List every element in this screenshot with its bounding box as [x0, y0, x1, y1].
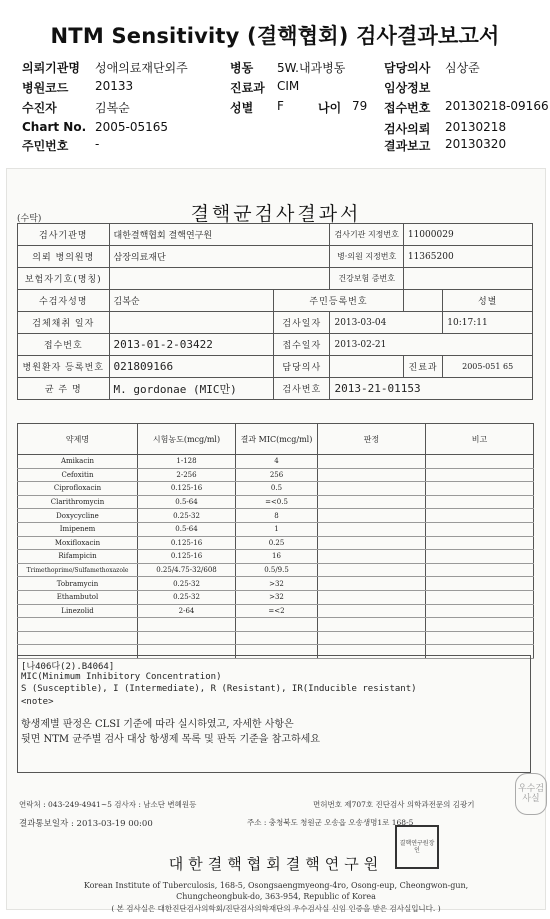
info-label: 의뢰 병의원명 — [18, 246, 110, 268]
mic-row — [18, 563, 534, 577]
value-doctor: 심상준 — [445, 61, 480, 75]
drug-name: Clarithromycin — [18, 495, 138, 509]
empty-cell — [236, 618, 318, 632]
empty-cell — [318, 618, 426, 632]
judgement — [318, 468, 426, 482]
mic-row — [18, 495, 534, 509]
info-value: 2013-03-04 — [330, 312, 443, 334]
info-value — [403, 290, 442, 312]
form-number: (수탁) — [17, 214, 42, 224]
mic-row — [18, 604, 534, 618]
label-dept: 진료과 — [230, 81, 265, 95]
info-value: 대한결핵협회 결핵연구원 — [109, 224, 330, 246]
footer-contact: 연락처 : 043-249-4941~5 검사자 : 남소단 변혜원등 — [19, 800, 197, 809]
mic-row — [18, 468, 534, 482]
remark — [426, 495, 534, 509]
drug-name: Amikacin — [18, 455, 138, 469]
info-label: 주민등록번호 — [274, 290, 404, 312]
info-label: 검사기관명 — [18, 224, 110, 246]
info-label: 검사번호 — [274, 378, 330, 400]
remark — [426, 536, 534, 550]
drug-name: Tobramycin — [18, 577, 138, 591]
info-label: 검체채취 일자 — [18, 312, 110, 334]
official-seal: 결핵연구원장인 — [395, 825, 439, 869]
value-chart-no: 2005-05165 — [95, 120, 169, 134]
test-range: 1-128 — [138, 455, 236, 469]
mic-row — [18, 550, 534, 564]
mic-row — [18, 509, 534, 523]
info-value: 삼장의료재단 — [109, 246, 330, 268]
label-receipt-no: 접수번호 — [384, 101, 431, 115]
test-range: 2-64 — [138, 604, 236, 618]
remark — [426, 455, 534, 469]
label-report-date: 결과보고 — [384, 139, 431, 153]
label-doctor: 담당의사 — [384, 61, 431, 75]
drug-name: Doxycycline — [18, 509, 138, 523]
info-value: M. gordonae (MIC만) — [109, 378, 274, 400]
mic-row — [18, 590, 534, 604]
scan-title: 결핵균검사결과서 — [190, 203, 362, 225]
test-range: 0.5-64 — [138, 495, 236, 509]
drug-name: Moxifloxacin — [18, 536, 138, 550]
test-range: 2-256 — [138, 468, 236, 482]
mic-row — [18, 455, 534, 469]
scanned-report — [6, 168, 546, 913]
value-dept: CIM — [277, 79, 300, 93]
remark — [426, 482, 534, 496]
judgement — [318, 563, 426, 577]
empty-cell — [318, 631, 426, 645]
drug-name: Linezolid — [18, 604, 138, 618]
test-range: 0.125-16 — [138, 482, 236, 496]
mic-row-empty — [18, 631, 534, 645]
info-value — [403, 268, 532, 290]
info-value: 11000029 — [403, 224, 532, 246]
mic-results-table — [17, 423, 534, 659]
label-sex: 성별 — [230, 101, 254, 115]
mic-value: 16 — [236, 550, 318, 564]
judgement — [318, 590, 426, 604]
judgement — [318, 522, 426, 536]
test-range: 0.125-16 — [138, 550, 236, 564]
value-request-date: 20130218 — [445, 120, 507, 134]
footer-english-address: Korean Institute of Tuberculosis, 168-5, Osongsaengmyeong-4ro, Osong-eup, Cheongwon-gun, — [83, 881, 469, 890]
drug-name: Trimethoprime/Sulfamethoxazole — [18, 563, 138, 577]
mic-row-empty — [18, 618, 534, 632]
label-request-date: 검사의뢰 — [384, 122, 431, 136]
mic-header-mic: 결과 MIC(mcg/ml) — [236, 424, 318, 455]
info-label: 검사일자 — [274, 312, 330, 334]
value-hospital-code: 20133 — [95, 79, 134, 93]
info-value: 11365200 — [403, 246, 532, 268]
label-rrn: 주민번호 — [22, 139, 69, 153]
mic-header-judgement: 판정 — [318, 424, 426, 455]
remark — [426, 604, 534, 618]
mic-value: =<2 — [236, 604, 318, 618]
value-rrn: - — [95, 137, 100, 151]
label-patient: 수진자 — [22, 101, 57, 115]
info-value: 10:17:11 — [443, 312, 533, 334]
label-hospital-code: 병원코드 — [22, 81, 69, 95]
mic-value: =<0.5 — [236, 495, 318, 509]
test-range: 0.5-64 — [138, 522, 236, 536]
info-label: 수검자성명 — [18, 290, 110, 312]
value-sex: F — [277, 99, 284, 113]
remark — [426, 468, 534, 482]
footer-license: 면허번호 제707호 진단검사 의학과전문의 김광기 — [313, 800, 475, 809]
remark — [426, 577, 534, 591]
value-receipt-no: 20130218-09166 — [445, 99, 549, 113]
value-report-date: 20130320 — [445, 137, 507, 151]
mic-value: 0.25 — [236, 536, 318, 550]
info-label: 접수번호 — [18, 334, 110, 356]
empty-cell — [426, 618, 534, 632]
info-value: 김복순 — [109, 290, 274, 312]
report-title: NTM Sensitivity (결핵협회) 검사결과보고서 — [50, 24, 500, 48]
info-label: 병·의원 지정번호 — [330, 246, 403, 268]
mic-row — [18, 482, 534, 496]
judgement — [318, 536, 426, 550]
note-line: 뒷면 NTM 균주별 검사 대상 항생제 목록 및 판독 기준을 참고하세요 — [21, 734, 320, 745]
empty-cell — [138, 618, 236, 632]
label-ward: 병동 — [230, 61, 254, 75]
test-range: 0.125-16 — [138, 536, 236, 550]
empty-cell — [18, 618, 138, 632]
info-value: 2013-01-2-03422 — [109, 334, 274, 356]
mic-row — [18, 536, 534, 550]
notes-box — [17, 655, 531, 773]
label-chart-no: Chart No. — [22, 120, 87, 134]
note-line: [나406다(2).B4064] — [21, 662, 115, 672]
info-label: 성별 — [443, 290, 533, 312]
info-value: 021809166 — [109, 356, 274, 378]
institute-name: 대한결핵협회결핵연구원 — [168, 855, 384, 873]
judgement — [318, 604, 426, 618]
remark — [426, 590, 534, 604]
test-range: 0.25-32 — [138, 590, 236, 604]
test-range: 0.25/4.75-32/608 — [138, 563, 236, 577]
drug-name: Ethambutol — [18, 590, 138, 604]
value-agency: 성애의료재단외주 — [95, 61, 188, 75]
footer-report-date: 결과통보일자 : 2013-03-19 00:00 — [19, 819, 153, 829]
mic-row — [18, 577, 534, 591]
mic-value: 256 — [236, 468, 318, 482]
value-age: 79 — [352, 99, 368, 113]
note-line: S (Susceptible), I (Intermediate), R (Resistant), IR(Inducible resistant) — [21, 684, 417, 694]
judgement — [318, 455, 426, 469]
info-label: 병원환자 등록번호 — [18, 356, 110, 378]
mic-value: >32 — [236, 577, 318, 591]
label-age: 나이 — [318, 101, 342, 115]
judgement — [318, 509, 426, 523]
patient-info-table — [17, 223, 533, 400]
label-agency: 의뢰기관명 — [22, 61, 80, 75]
info-label: 균 주 명 — [18, 378, 110, 400]
info-value: 2005-051 65 — [443, 356, 533, 378]
info-value — [330, 356, 403, 378]
note-line: <note> — [21, 696, 54, 707]
remark — [426, 509, 534, 523]
empty-cell — [236, 631, 318, 645]
info-value: 2013-02-21 — [330, 334, 533, 356]
info-value: 2013-21-01153 — [330, 378, 533, 400]
remark — [426, 550, 534, 564]
info-value — [109, 268, 330, 290]
footer-english-address-2: Chungcheongbuk-do, 363-954, Republic of Korea — [176, 892, 376, 901]
info-label: 보험자기호(명칭) — [18, 268, 110, 290]
mic-value: 0.5/9.5 — [236, 563, 318, 577]
mic-row — [18, 522, 534, 536]
footer-accreditation: ( 본 검사실은 대한진단검사의학회/진단검사의학재단의 우수검사실 신임 인증을 받은 검사실입니다. ) — [111, 904, 441, 913]
mic-value: 4 — [236, 455, 318, 469]
mic-value: 8 — [236, 509, 318, 523]
info-label: 접수일자 — [274, 334, 330, 356]
mic-header-drug: 약제명 — [18, 424, 138, 455]
empty-cell — [18, 631, 138, 645]
info-value — [109, 312, 274, 334]
note-line: MIC(Minimum Inhibitory Concentration) — [21, 671, 222, 682]
mic-value: 1 — [236, 522, 318, 536]
judgement — [318, 577, 426, 591]
judgement — [318, 550, 426, 564]
info-label: 검사기관 지정번호 — [330, 224, 403, 246]
test-range: 0.25-32 — [138, 509, 236, 523]
label-clinical-info: 임상정보 — [384, 81, 431, 95]
remark — [426, 563, 534, 577]
mic-header-range: 시험농도(mcg/ml) — [138, 424, 236, 455]
note-line: 항생제별 판정은 CLSI 기준에 따라 실시하였고, 자세한 사항은 — [21, 719, 294, 730]
drug-name: Rifampicin — [18, 550, 138, 564]
judgement — [318, 482, 426, 496]
drug-name: Cefoxitin — [18, 468, 138, 482]
judgement — [318, 495, 426, 509]
accreditation-stamp: 우수검사실 — [515, 773, 547, 815]
mic-value: >32 — [236, 590, 318, 604]
footer-address: 주소 : 충청북도 청원군 오송읍 오송생명1로 168-5 — [247, 818, 414, 827]
info-label: 진료과 — [403, 356, 442, 378]
drug-name: Imipenem — [18, 522, 138, 536]
empty-cell — [426, 631, 534, 645]
mic-results-body — [18, 455, 534, 659]
value-patient: 김복순 — [95, 101, 130, 115]
test-range: 0.25-32 — [138, 577, 236, 591]
value-ward: 5W.내과병동 — [277, 61, 346, 75]
drug-name: Ciprofloxacin — [18, 482, 138, 496]
remark — [426, 522, 534, 536]
empty-cell — [138, 631, 236, 645]
info-label: 건강보험 증번호 — [330, 268, 403, 290]
info-label: 담당의사 — [274, 356, 330, 378]
mic-header-remark: 비고 — [426, 424, 534, 455]
mic-value: 0.5 — [236, 482, 318, 496]
